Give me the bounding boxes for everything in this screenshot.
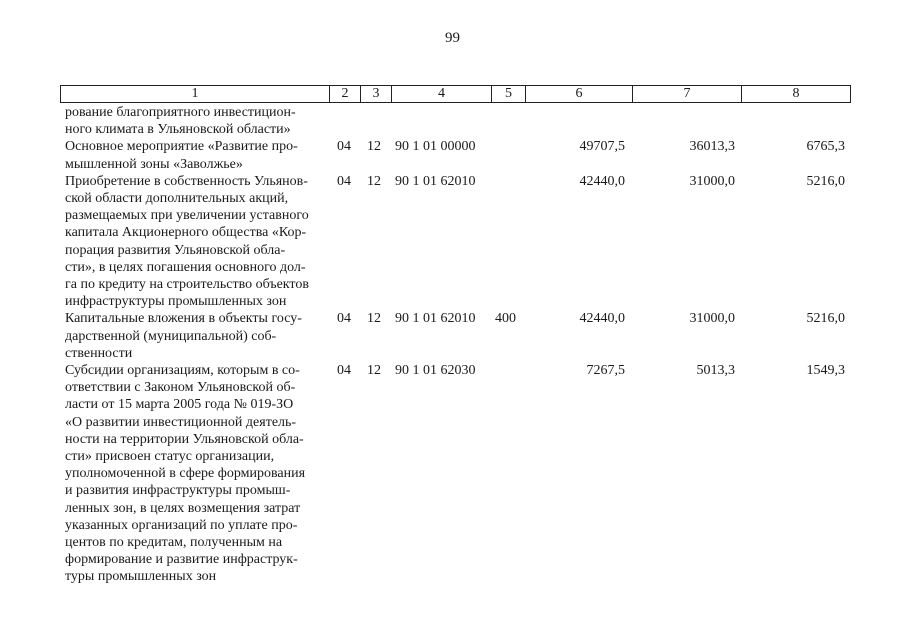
description-line: центов по кредитам, полученным на — [65, 535, 283, 551]
cell-section: 04 — [337, 139, 351, 155]
row-description — [65, 362, 327, 586]
description-line: указанных организаций по уплате про- — [65, 517, 298, 533]
table-row — [65, 310, 855, 362]
description-line: ного климата в Ульяновской области» — [65, 122, 291, 138]
cell-amount-7: 5013,3 — [696, 363, 735, 379]
description-line: дарственной (муниципальной) соб- — [65, 328, 277, 344]
description-line: инфраструктуры промышленных зон — [65, 294, 287, 310]
table-row — [65, 104, 855, 138]
description-line: порация развития Ульяновской обла- — [65, 242, 286, 258]
cell-amount-8: 5216,0 — [806, 173, 845, 189]
description-line: ности на территории Ульяновской обла- — [65, 431, 304, 447]
header-row — [61, 86, 851, 103]
description-line: рование благоприятного инвестицион- — [65, 105, 296, 120]
table-body — [65, 104, 855, 586]
cell-subsection: 12 — [367, 311, 381, 327]
description-line: ской области дополнительных акций, — [65, 191, 289, 207]
description-line: ственности — [65, 345, 133, 361]
description-line: формирование и развитие инфраструк- — [65, 552, 298, 568]
table-row — [65, 173, 855, 311]
row-description — [65, 310, 327, 362]
cell-amount-6: 42440,0 — [579, 173, 625, 189]
description-line: Приобретение в собственность Ульянов- — [65, 173, 308, 189]
table-row — [65, 138, 855, 172]
header-col-8: 8 — [742, 86, 851, 103]
cell-subsection: 12 — [367, 139, 381, 155]
description-line: Капитальные вложения в объекты госу- — [65, 311, 302, 327]
cell-amount-7: 31000,0 — [689, 173, 735, 189]
cell-section: 04 — [337, 363, 351, 379]
description-line: капитала Акционерного общества «Кор- — [65, 225, 307, 241]
cell-amount-8: 5216,0 — [806, 311, 845, 327]
page-number: 99 — [445, 30, 460, 46]
cell-amount-8: 6765,3 — [806, 139, 845, 155]
header-col-6: 6 — [526, 86, 633, 103]
cell-target-article: 90 1 01 62010 — [395, 173, 476, 189]
header-col-5: 5 — [492, 86, 526, 103]
table-header — [60, 85, 851, 103]
cell-subsection: 12 — [367, 173, 381, 189]
header-col-2: 2 — [330, 86, 361, 103]
cell-amount-8: 1549,3 — [806, 363, 845, 379]
description-line: га по кредиту на строительство объектов — [65, 277, 309, 293]
cell-amount-6: 42440,0 — [579, 311, 625, 327]
row-description — [65, 138, 327, 172]
cell-target-article: 90 1 01 62030 — [395, 363, 476, 379]
description-line: и развития инфраструктуры промыш- — [65, 483, 291, 499]
description-line: туры промышленных зон — [65, 569, 217, 585]
table-row — [65, 362, 855, 586]
header-col-3: 3 — [361, 86, 392, 103]
header-col-4: 4 — [392, 86, 492, 103]
description-line: ласти от 15 марта 2005 года № 019-ЗО — [65, 397, 294, 413]
description-line: ответствии с Законом Ульяновской об- — [65, 380, 296, 396]
description-line: Субсидии организациям, которым в со- — [65, 363, 300, 379]
cell-subsection: 12 — [367, 363, 381, 379]
cell-amount-7: 31000,0 — [689, 311, 735, 327]
cell-target-article: 90 1 01 62010 — [395, 311, 476, 327]
cell-target-article: 90 1 01 00000 — [395, 139, 476, 155]
cell-amount-7: 36013,3 — [689, 139, 735, 155]
description-line: Основное мероприятие «Развитие про- — [65, 139, 298, 155]
description-line: мышленной зоны «Заволжье» — [65, 156, 243, 172]
description-line: сти» присвоен статус организации, — [65, 449, 275, 465]
row-description — [65, 173, 327, 311]
description-line: размещаемых при увеличении уставного — [65, 208, 309, 224]
description-line: «О развитии инвестиционной деятель- — [65, 414, 297, 430]
description-line: сти», в целях погашения основного дол- — [65, 259, 306, 275]
cell-amount-6: 49707,5 — [579, 139, 625, 155]
row-description — [65, 104, 327, 138]
cell-amount-6: 7267,5 — [586, 363, 625, 379]
description-line: ленных зон, в целях возмещения затрат — [65, 500, 301, 516]
cell-section: 04 — [337, 311, 351, 327]
description-line: уполномоченной в сфере формирования — [65, 466, 306, 482]
header-col-1: 1 — [61, 86, 330, 103]
cell-section: 04 — [337, 173, 351, 189]
cell-expense-type: 400 — [495, 311, 516, 327]
header-col-7: 7 — [633, 86, 742, 103]
